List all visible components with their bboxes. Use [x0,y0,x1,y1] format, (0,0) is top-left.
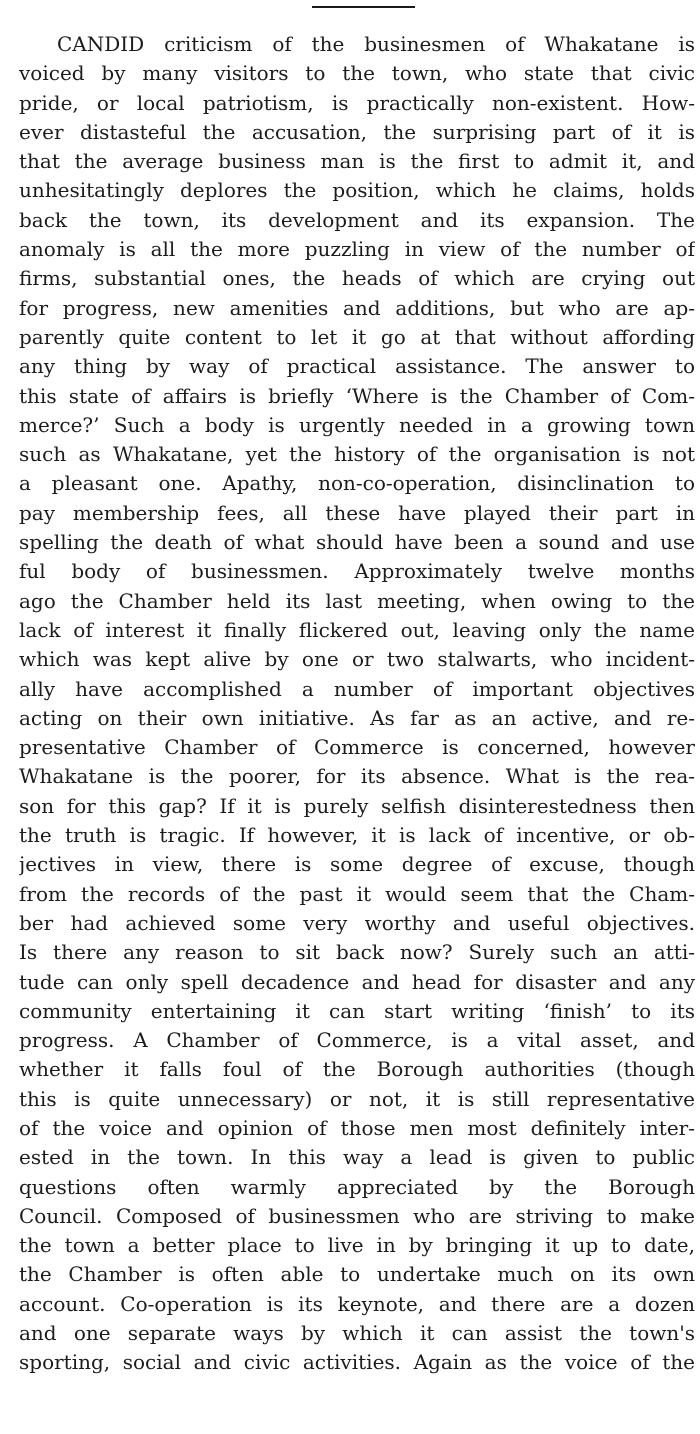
article-line: firms, substantial ones, the heads of which are crying out [19,266,695,291]
article-line: jectives in view, there is some degree of excuse, though [19,852,695,877]
article-line: a pleasant one. Apathy, non-co-operation, disinclination to [19,471,695,496]
article-line: acting on their own initiative. As far as an active, and re- [19,705,695,730]
article-line: the town a better place to live in by bringing it up to date, [19,1233,695,1258]
article-line: sporting, social and civic activities. Again as the voice of the [19,1350,695,1375]
article-line: which was kept alive by one or two stalwarts, who incident- [19,647,695,672]
article-line: account. Co-operation is its keynote, and there are a dozen [19,1291,695,1316]
article-line: ever distasteful the accusation, the surprising part of it is [19,119,695,144]
article-line: that the average business man is the first to admit it, and [19,149,695,174]
article-line: and one separate ways by which it can assist the town's [19,1321,695,1346]
article-line: Is there any reason to sit back now? Surely such an atti- [19,940,695,965]
article-line: ago the Chamber held its last meeting, when owing to the [19,588,695,613]
column-separator-rule [312,6,415,8]
article-line: parently quite content to let it go at that without affording [19,324,695,349]
article-line: ested in the town. In this way a lead is given to public [19,1145,695,1170]
article-line: CANDID criticism of the businesmen of Whakatane is [57,32,695,56]
article-line: presentative Chamber of Commerce is concerned, however [19,735,695,760]
article-line: the truth is tragic. If however, it is lack of incentive, or ob- [19,823,695,848]
article-body [19,30,695,1378]
article-line: of the voice and opinion of those men most definitely inter- [19,1115,695,1140]
article-line: the Chamber is often able to undertake much on its own [19,1262,695,1287]
article-line: back the town, its development and its expansion. The [19,207,695,232]
article-line: whether it falls foul of the Borough authorities (though [19,1057,695,1082]
article-line: questions often warmly appreciated by the Borough [19,1174,695,1199]
article-line: Council. Composed of businessmen who are striving to make [19,1203,695,1228]
article-line: ful body of businessmen. Approximately twelve months [19,559,695,584]
article-line: progress. A Chamber of Commerce, is a vital asset, and [19,1028,695,1053]
article-line: lack of interest it finally flickered out, leaving only the name [19,617,695,642]
article-line: merce?’ Such a body is urgently needed in a growing town [19,412,695,437]
article-line: Whakatane is the poorer, for its absence. What is the rea- [19,764,695,789]
article-line: son for this gap? If it is purely selfish disinterestedness then [19,793,695,818]
article-line: for progress, new amenities and additions, but who are ap- [19,295,695,320]
article-line: any thing by way of practical assistance. The answer to [19,354,695,379]
article-line: unhesitatingly deplores the position, which he claims, holds [19,178,695,203]
article-line: spelling the death of what should have been a sound and use [19,530,695,555]
article-line: ber had achieved some very worthy and useful objectives. [19,910,695,935]
article-line: this state of affairs is briefly ‘Where is the Chamber of Com- [19,383,695,408]
article-line: voiced by many visitors to the town, who state that civic [19,61,695,86]
article-line: this is quite unnecessary) or not, it is still representative [19,1086,695,1111]
article-line: pride, or local patriotism, is practically non-existent. How- [19,90,695,115]
article-line: community entertaining it can start writing ‘finish’ to its [19,998,695,1023]
article-line: tude can only spell decadence and head for disaster and any [19,969,695,994]
article-line: ally have accomplished a number of important objectives [19,676,695,701]
article-line: anomaly is all the more puzzling in view of the number of [19,237,695,262]
article-line: such as Whakatane, yet the history of the organisation is not [19,442,695,467]
article-line: from the records of the past it would seem that the Cham- [19,881,695,906]
article-line: pay membership fees, all these have played their part in [19,500,695,525]
